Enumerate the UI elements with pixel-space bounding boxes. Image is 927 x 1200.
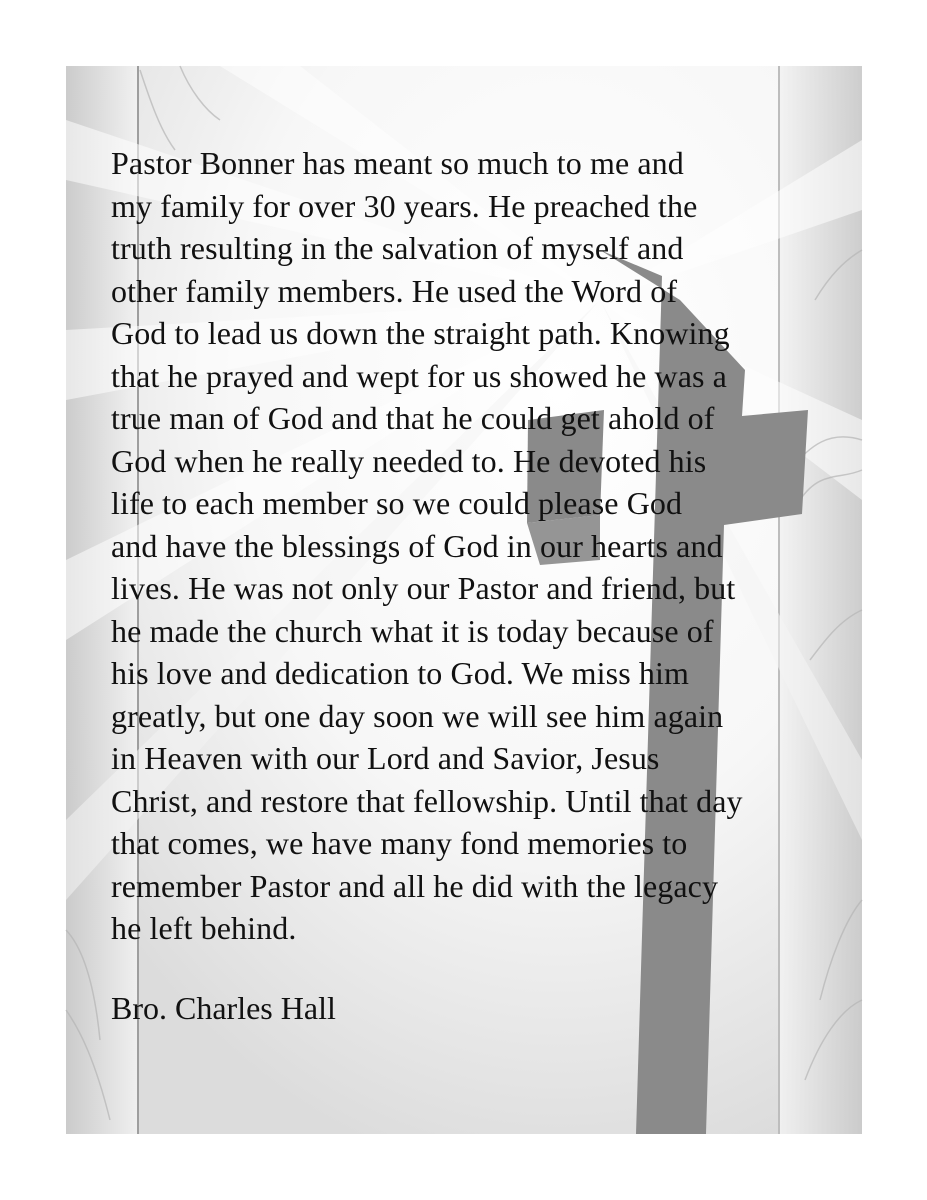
letter-line: that he prayed and wept for us showed he was a: [111, 357, 727, 394]
letter-line: God to lead us down the straight path. Knowing: [111, 315, 730, 351]
letter-line: God when he really needed to. He devoted his: [111, 442, 707, 479]
letter-line: other family members. He used the Word of: [111, 272, 678, 309]
letter-line: he made the church what it is today because of: [111, 612, 714, 649]
letter-line: truth resulting in the salvation of myself and: [111, 230, 684, 266]
letter-line: Pastor Bonner has meant so much to me and: [111, 145, 684, 181]
signature: Bro. Charles Hall: [111, 990, 336, 1026]
letter-line: he left behind.: [111, 910, 297, 946]
letter-line: greatly, but one day soon we will see him again: [111, 697, 724, 734]
letter-body: [111, 142, 851, 950]
letter-line: his love and dedication to God. We miss him: [111, 655, 689, 691]
letter-line: true man of God and that he could get ahold of: [111, 400, 715, 436]
letter-line: lives. He was not only our Pastor and friend, but: [111, 570, 736, 606]
letter-line: that comes, we have many fond memories to: [111, 825, 688, 861]
letter-line: Christ, and restore that fellowship. Until that day: [111, 782, 743, 819]
letter-line: my family for over 30 years. He preached the: [111, 187, 698, 224]
letter-line: and have the blessings of God in our hearts and: [111, 527, 723, 564]
letter-line: life to each member so we could please God: [111, 485, 683, 521]
letter-line: remember Pastor and all he did with the legacy: [111, 867, 719, 904]
letter-line: in Heaven with our Lord and Savior, Jesus: [111, 740, 660, 776]
